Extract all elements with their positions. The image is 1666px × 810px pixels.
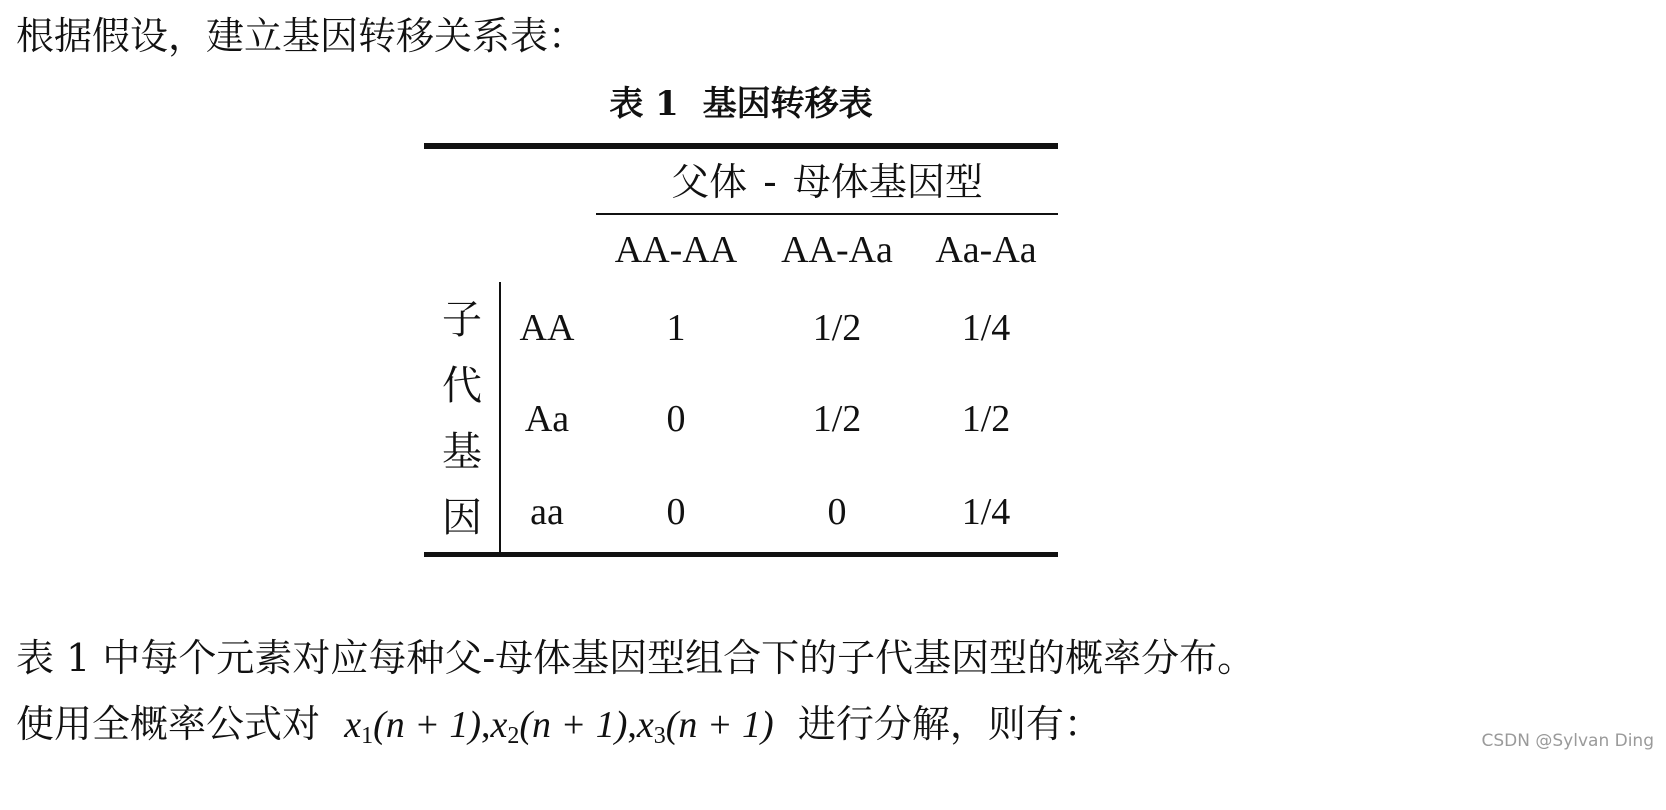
- formula-arg: (n + 1): [373, 704, 482, 746]
- offspring-genotype-label-char: 因: [442, 495, 482, 541]
- group-header-father: 父体: [671, 160, 748, 204]
- table-cell: 0: [666, 398, 686, 440]
- table-caption-title: 基因转移表: [702, 84, 873, 124]
- formula-arg: (n + 1): [519, 704, 628, 746]
- table-caption: [424, 82, 1058, 126]
- side-label-divider: [499, 282, 501, 552]
- formula-expression: [344, 704, 774, 749]
- table-cell: 1: [666, 307, 686, 349]
- formula-var: x: [490, 704, 508, 746]
- formula-prefix: 使用全概率公式对: [16, 702, 321, 746]
- group-header-rule: [596, 213, 1058, 215]
- csdn-watermark: CSDN @Sylvan Ding: [1481, 731, 1654, 751]
- table-cell: 1/2: [812, 398, 862, 440]
- group-header-dash: -: [763, 160, 777, 204]
- formula-subscript: 3: [653, 723, 666, 749]
- table-cell: 1/2: [961, 398, 1011, 440]
- offspring-genotype-label-char: 基: [442, 429, 482, 475]
- row-label: aa: [530, 491, 564, 533]
- offspring-genotype-label-char: 代: [442, 363, 482, 409]
- table-cell: 0: [827, 491, 847, 533]
- formula-separator: ,: [481, 704, 491, 746]
- formula-separator: ,: [627, 704, 637, 746]
- column-header: Aa-Aa: [935, 229, 1037, 271]
- offspring-genotype-label-char: 子: [442, 297, 482, 343]
- parent-genotype-group-header: [596, 158, 1058, 206]
- formula-arg: (n + 1): [665, 704, 774, 746]
- table-bottom-rule: [424, 552, 1058, 557]
- table-top-rule: [424, 143, 1058, 149]
- formula-subscript: 2: [507, 723, 520, 749]
- group-header-mother: 母体基因型: [792, 160, 983, 204]
- column-header: AA-AA: [614, 229, 738, 271]
- table-caption-number: 表 1: [609, 84, 679, 124]
- formula-suffix: 进行分解，则有：: [797, 702, 1102, 746]
- table-description: 表 1 中每个元素对应每种父-母体基因型组合下的子代基因型的概率分布。: [16, 636, 1256, 680]
- table-cell: 1/2: [812, 307, 862, 349]
- formula-var: x: [344, 704, 362, 746]
- column-header: AA-Aa: [781, 229, 893, 271]
- table-cell: 1/4: [961, 307, 1011, 349]
- row-label: Aa: [524, 398, 570, 440]
- formula-line: [16, 700, 1102, 749]
- formula-var: x: [636, 704, 654, 746]
- formula-subscript: 1: [361, 723, 374, 749]
- intro-text: 根据假设，建立基因转移关系表：: [16, 14, 587, 58]
- table-cell: 1/4: [961, 491, 1011, 533]
- row-label: AA: [519, 307, 575, 349]
- table-cell: 0: [666, 491, 686, 533]
